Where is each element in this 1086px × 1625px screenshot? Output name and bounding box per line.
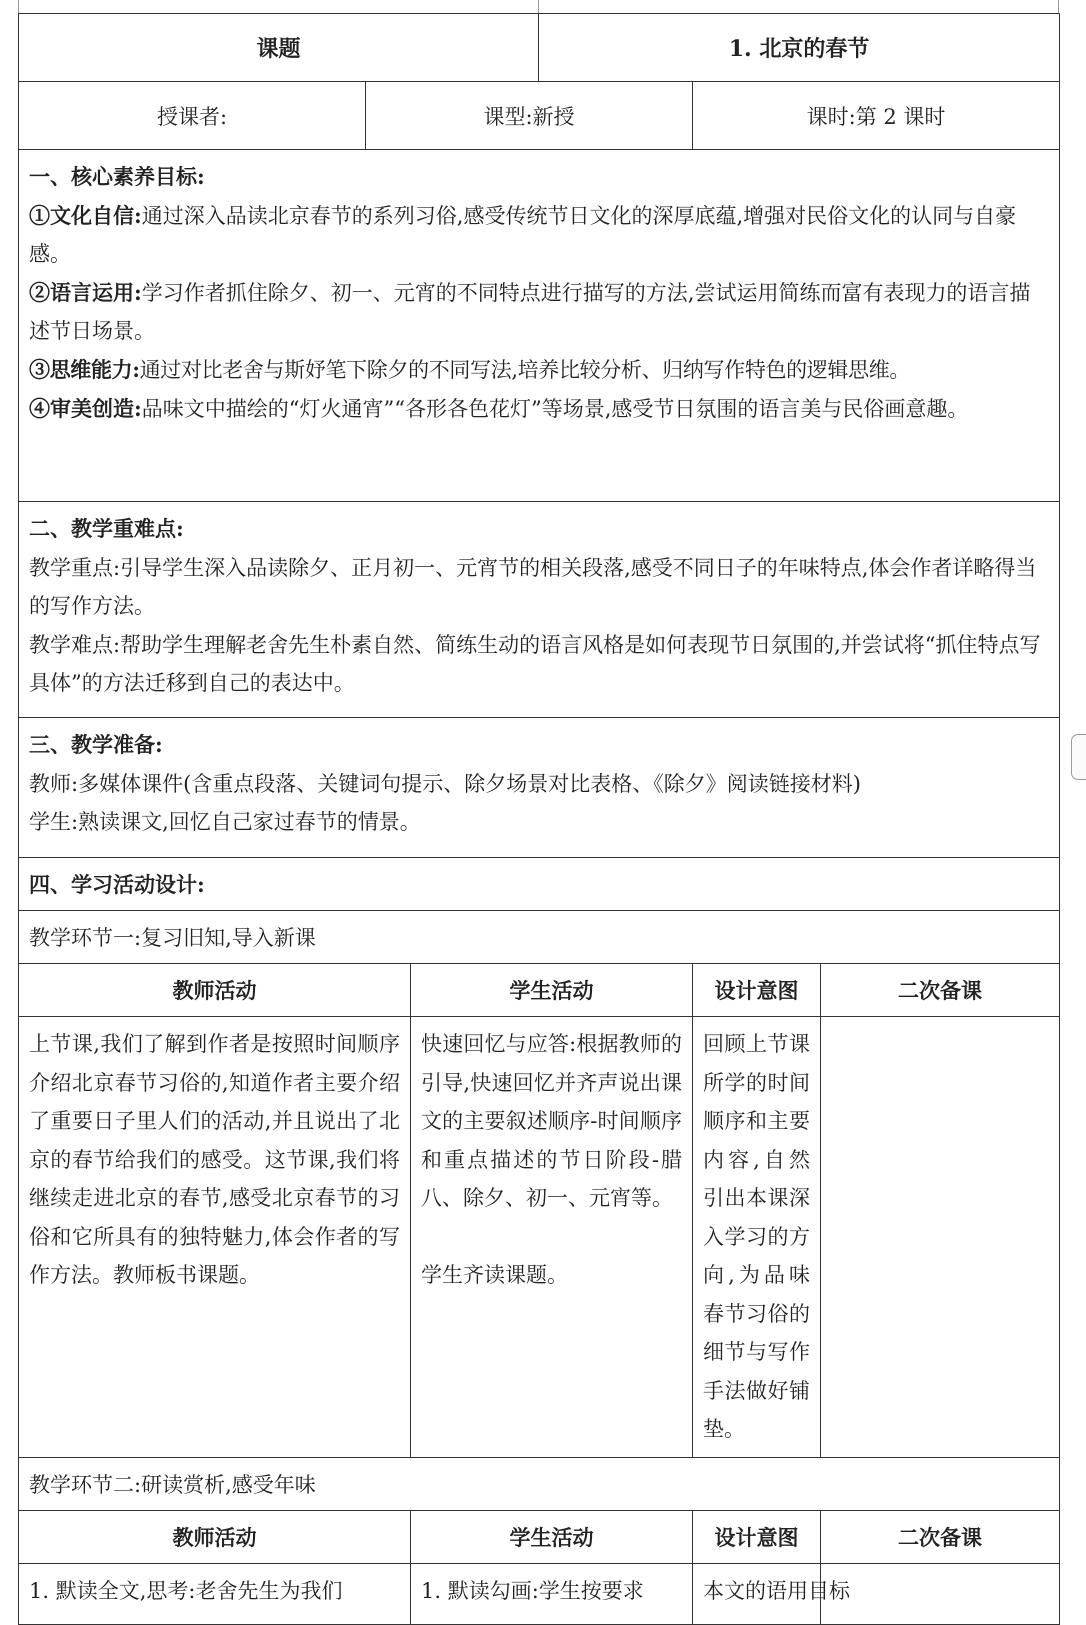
student-prep-text: 学生:熟读课文,回忆自己家过春节的情景。 [29, 810, 421, 835]
topic-value: 1. 北京的春节 [539, 14, 1060, 82]
stage1-second-prep[interactable] [821, 1017, 1060, 1458]
col-teacher-activity: 教师活动 [19, 964, 411, 1017]
stage1-student-text-b: 学生齐读课题。 [421, 1263, 568, 1287]
stage1-student-text-a: 快速回忆与应答:根据教师的引导,快速回忆并齐声说出课文的主要叙述顺序-时间顺序和重点描述的节日阶段-腊八、除夕、初一、元宵等。 [421, 1032, 683, 1210]
activity-design-title: 四、学习活动设计: [19, 858, 1060, 911]
col-student-activity: 学生活动 [411, 1510, 693, 1563]
lesson-plan-document [18, 13, 1059, 1625]
goal-item [29, 197, 1049, 274]
stage2-design-intent [693, 1563, 851, 1624]
stage2-student-text: 1. 默读勾画:学生按要求 [421, 1578, 644, 1603]
stage2-second-prep[interactable] [821, 1563, 1060, 1624]
core-goals-section [19, 150, 1060, 502]
goal-item [29, 351, 1049, 390]
goal-item [29, 390, 1049, 429]
teacher-prep-text: 教师:多媒体课件(含重点段落、关键词句提示、除夕场景对比表格、《除夕》阅读链接材料) [29, 771, 861, 796]
section-title: 一、核心素养目标: [29, 164, 205, 189]
preparation-section [19, 718, 1060, 858]
goal-item [29, 274, 1049, 351]
col-teacher-activity: 教师活动 [19, 1510, 411, 1563]
stage2-teacher-activity [19, 1563, 411, 1624]
section-title: 二、教学重难点: [29, 516, 184, 541]
goal-text: 学习作者抓住除夕、初一、元宵的不同特点进行描写的方法,尝试运用简练而富有表现力的语言描述节日场景。 [29, 280, 1031, 344]
col-second-prep: 二次备课 [821, 964, 1060, 1017]
side-scroll-handle[interactable] [1071, 734, 1086, 780]
key-point-text: 教学重点:引导学生深入品读除夕、正月初一、元宵节的相关段落,感受不同日子的年味特点,体会作者详略得当的写作方法。 [29, 555, 1037, 619]
stage1-intent-text: 回顾上节课所学的时间顺序和主要内容,自然引出本课深入学习的方向,为品味春节习俗的细节与写作手法做好铺垫。 [703, 1032, 811, 1441]
topic-label: 课题 [19, 14, 539, 82]
stage2-teacher-text: 1. 默读全文,思考:老舍先生为我们 [29, 1578, 343, 1603]
stage1-title: 教学环节一:复习旧知,导入新课 [19, 911, 1060, 964]
col-second-prep: 二次备课 [821, 1510, 1060, 1563]
stage2-intent-text: 本文的语用目标 [703, 1578, 851, 1603]
section-title: 三、教学准备: [29, 732, 163, 757]
col-design-intent: 设计意图 [693, 1510, 821, 1563]
difficulty-text: 教学难点:帮助学生理解老舍先生朴素自然、简练生动的语言风格是如何表现节日氛围的,并尝试将“抓住特点写具体”的方法迁移到自己的表达中。 [29, 632, 1041, 696]
top-edge [0, 0, 1080, 13]
col-design-intent: 设计意图 [693, 964, 821, 1017]
stage1-teacher-text: 上节课,我们了解到作者是按照时间顺序介绍北京春节习俗的,知道作者主要介绍了重要日子里人们的活动,并且说出了北京的春节给我们的感受。这节课,我们将继续走进北京的春节,感受北京春节的习俗和它所具有的独特魅力,体会作者的写作方法。教师板书课题。 [29, 1032, 400, 1287]
col-student-activity: 学生活动 [411, 964, 693, 1017]
goal-label: ③思维能力: [29, 356, 140, 382]
stage2-student-activity [411, 1563, 693, 1624]
stage1-teacher-activity [19, 1017, 411, 1458]
goal-label: ②语言运用: [29, 279, 142, 305]
teacher-field: 授课者: [19, 82, 366, 150]
goal-text: 通过对比老舍与斯妤笔下除夕的不同写法,培养比较分析、归纳写作特色的逻辑思维。 [139, 357, 911, 382]
goal-text: 通过深入品读北京春节的系列习俗,感受传统节日文化的深厚底蕴,增强对民俗文化的认同与自豪感。 [29, 203, 1017, 267]
stage1-design-intent [693, 1017, 821, 1458]
blank-line [421, 1218, 682, 1257]
lesson-plan-table [18, 13, 1060, 1625]
stage1-student-activity [411, 1017, 693, 1458]
goal-text: 品味文中描绘的“灯火通宵”“各形各色花灯”等场景,感受节日氛围的语言美与民俗画意趣。 [141, 396, 969, 421]
key-difficulty-section [19, 502, 1060, 718]
lesson-type-field: 课型:新授 [366, 82, 693, 150]
lesson-period-field: 课时:第 2 课时 [693, 82, 1060, 150]
stage2-title: 教学环节二:研读赏析,感受年味 [19, 1457, 1060, 1510]
goal-label: ①文化自信: [29, 202, 142, 228]
goal-label: ④审美创造: [29, 395, 142, 421]
